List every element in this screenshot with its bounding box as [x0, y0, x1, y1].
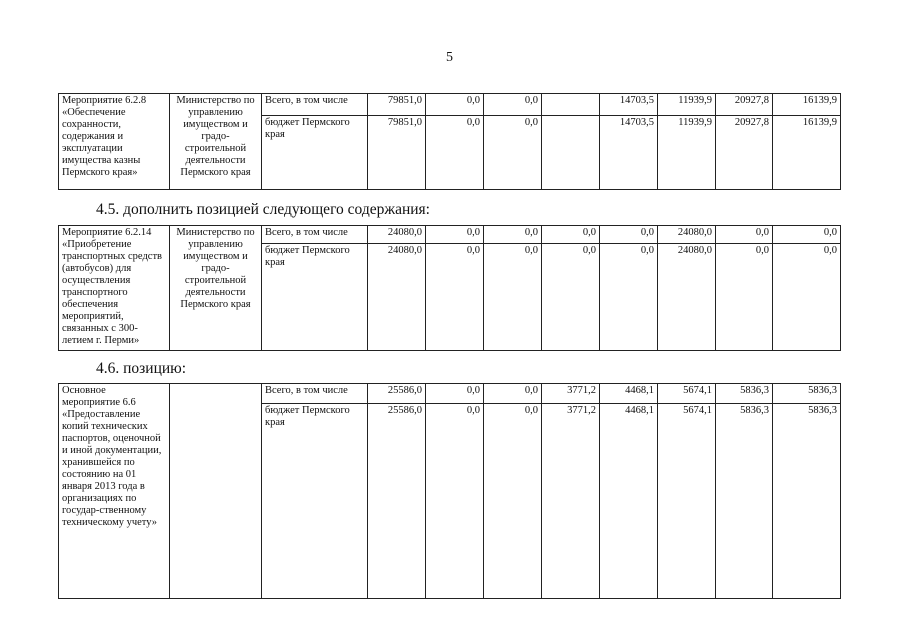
- value-cell: 25586,0: [368, 404, 426, 599]
- value-cell: 0,0: [542, 244, 600, 351]
- value-cell: 79851,0: [368, 116, 426, 190]
- value-cell: 0,0: [426, 116, 484, 190]
- value-cell: 11939,9: [658, 94, 716, 116]
- value-cell: 0,0: [542, 226, 600, 244]
- executor-cell: Министерство по управлению имуществом и градо-строительной деятельности Пермского края: [170, 94, 262, 190]
- value-cell: 0,0: [773, 226, 841, 244]
- value-cell: 0,0: [426, 404, 484, 599]
- value-cell: 16139,9: [773, 116, 841, 190]
- value-cell: 0,0: [426, 244, 484, 351]
- measure-name-cell: Основное мероприятие 6.6 «Предоставление копий технических паспортов, оценочной и иной документации, хранившейся по состоянию на 01 января 2013 года в организациях по государ-ственному техническому учету»: [59, 384, 170, 599]
- value-cell: 0,0: [484, 94, 542, 116]
- executor-cell: Министерство по управлению имуществом и градо-строительной деятельности Пермского края: [170, 226, 262, 351]
- value-cell: 0,0: [773, 244, 841, 351]
- executor-cell: [170, 384, 262, 599]
- measure-name-cell: Мероприятие 6.2.14 «Приобретение транспортных средств (автобусов) для осуществления транспортного обеспечения мероприятий, связанных с 300-летием г. Перми»: [59, 226, 170, 351]
- table-row: [59, 384, 841, 404]
- value-cell: 24080,0: [658, 244, 716, 351]
- funding-source-cell: Всего, в том числе: [262, 94, 368, 116]
- measure-table-6-6: [58, 383, 841, 599]
- value-cell: 0,0: [716, 226, 773, 244]
- value-cell: 5674,1: [658, 404, 716, 599]
- section-heading-4-5: 4.5. дополнить позицией следующего содержания:: [96, 201, 430, 218]
- value-cell: 0,0: [484, 384, 542, 404]
- page-number: 5: [446, 50, 453, 65]
- value-cell: 0,0: [600, 244, 658, 351]
- funding-source-cell: Всего, в том числе: [262, 384, 368, 404]
- value-cell: 24080,0: [368, 226, 426, 244]
- value-cell: 20927,8: [716, 116, 773, 190]
- value-cell: 0,0: [716, 244, 773, 351]
- value-cell: 24080,0: [658, 226, 716, 244]
- value-cell: 0,0: [484, 244, 542, 351]
- value-cell: 3771,2: [542, 404, 600, 599]
- value-cell: 3771,2: [542, 384, 600, 404]
- funding-source-cell: бюджет Пермского края: [262, 116, 368, 190]
- value-cell: 16139,9: [773, 94, 841, 116]
- value-cell: 79851,0: [368, 94, 426, 116]
- value-cell: 0,0: [600, 226, 658, 244]
- value-cell: 4468,1: [600, 384, 658, 404]
- value-cell: 0,0: [426, 384, 484, 404]
- value-cell: 0,0: [484, 116, 542, 190]
- measure-table-6-2-14: [58, 225, 841, 351]
- value-cell: 4468,1: [600, 404, 658, 599]
- value-cell: [542, 94, 600, 116]
- value-cell: 14703,5: [600, 94, 658, 116]
- value-cell: 5836,3: [773, 404, 841, 599]
- funding-source-cell: бюджет Пермского края: [262, 244, 368, 351]
- value-cell: 5836,3: [716, 384, 773, 404]
- value-cell: 20927,8: [716, 94, 773, 116]
- value-cell: 0,0: [484, 226, 542, 244]
- value-cell: 14703,5: [600, 116, 658, 190]
- measure-table-6-2-8: [58, 93, 841, 190]
- value-cell: 0,0: [426, 226, 484, 244]
- funding-source-cell: Всего, в том числе: [262, 226, 368, 244]
- table-row: [59, 94, 841, 116]
- table-row: [59, 226, 841, 244]
- value-cell: [542, 116, 600, 190]
- value-cell: 11939,9: [658, 116, 716, 190]
- value-cell: 5674,1: [658, 384, 716, 404]
- value-cell: 0,0: [426, 94, 484, 116]
- value-cell: 5836,3: [716, 404, 773, 599]
- value-cell: 24080,0: [368, 244, 426, 351]
- value-cell: 5836,3: [773, 384, 841, 404]
- value-cell: 0,0: [484, 404, 542, 599]
- section-heading-4-6: 4.6. позицию:: [96, 360, 187, 377]
- measure-name-cell: Мероприятие 6.2.8 «Обеспечение сохранности, содержания и эксплуатации имущества казны Пермского края»: [59, 94, 170, 190]
- value-cell: 25586,0: [368, 384, 426, 404]
- funding-source-cell: бюджет Пермского края: [262, 404, 368, 599]
